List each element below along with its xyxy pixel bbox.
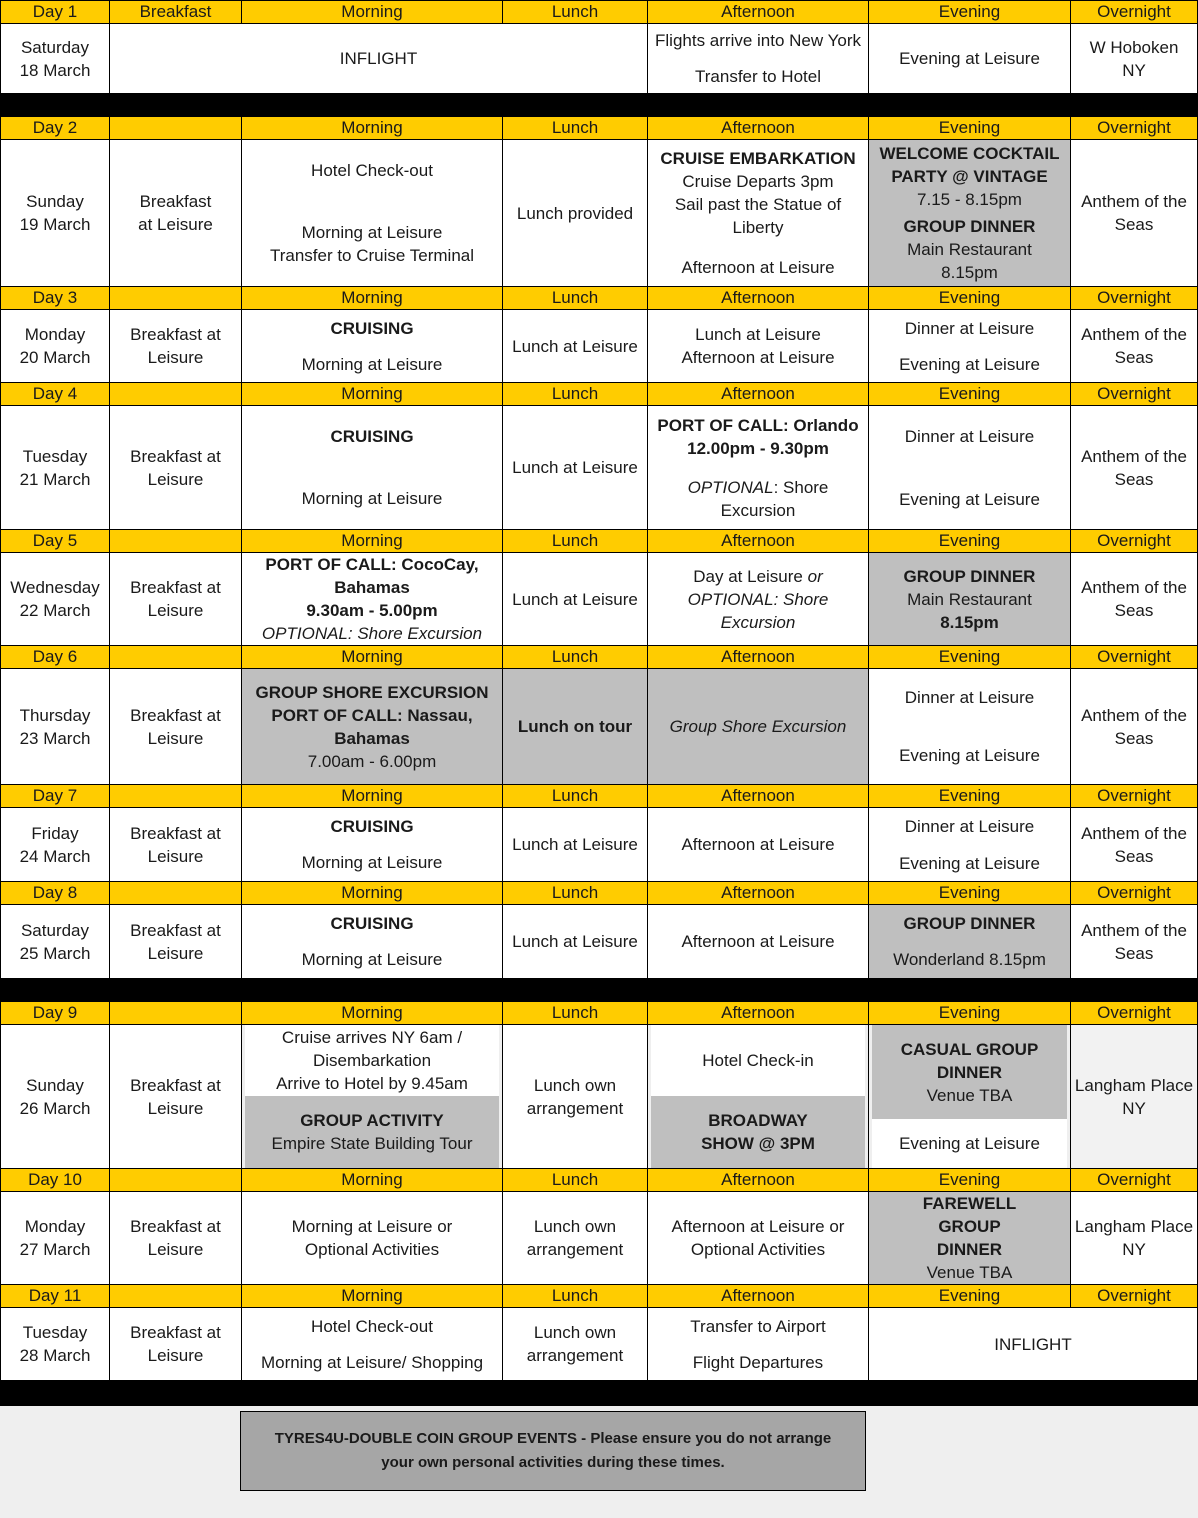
day-row: [1, 553, 1198, 646]
overnight-header: Overnight: [1071, 287, 1198, 310]
morning-cell: Hotel Check-out Morning at Leisure/ Shopping: [242, 1308, 503, 1381]
lunch-cell: Lunch at Leisure: [503, 808, 648, 882]
afternoon-cell: PORT OF CALL: Orlando 12.00pm - 9.30pm OPTIONAL: Shore Excursion: [648, 406, 869, 530]
day-label: Day 8: [1, 882, 110, 905]
day-row: [1, 406, 1198, 530]
overnight-cell: Anthem of the Seas: [1071, 310, 1198, 383]
breakfast-header: Breakfast: [110, 1, 242, 24]
evening-header: Evening: [869, 882, 1071, 905]
lunch-header: Lunch: [503, 785, 648, 808]
morning-cell: CRUISING Morning at Leisure: [242, 406, 503, 530]
overnight-cell: Anthem of the Seas: [1071, 669, 1198, 785]
day-header-row: [1, 785, 1198, 808]
day-header-row: [1, 646, 1198, 669]
lunch-cell: Lunch provided: [503, 140, 648, 287]
afternoon-header: Afternoon: [648, 785, 869, 808]
overnight-cell: W Hoboken NY: [1071, 24, 1198, 94]
evening-cell: Dinner at Leisure Evening at Leisure: [869, 406, 1071, 530]
breakfast-cell: Breakfast at Leisure: [110, 553, 242, 646]
day-row: [1, 669, 1198, 785]
evening-header: Evening: [869, 287, 1071, 310]
afternoon-cell: Afternoon at Leisure or Optional Activities: [648, 1192, 869, 1285]
overnight-header: Overnight: [1071, 530, 1198, 553]
evening-group-event-cell: GROUP DINNER Wonderland 8.15pm: [869, 905, 1071, 979]
day-header-row: [1, 1002, 1198, 1025]
evening-header: Evening: [869, 117, 1071, 140]
date-cell: Sunday 26 March: [1, 1025, 110, 1169]
day-row: [1, 24, 1198, 94]
afternoon-group-event-cell: Group Shore Excursion: [648, 669, 869, 785]
day-label: Day 7: [1, 785, 110, 808]
breakfast-cell: Breakfast at Leisure: [110, 406, 242, 530]
evening-group-event-cell: CASUAL GROUP DINNER Venue TBA: [872, 1025, 1067, 1119]
day-label: Day 2: [1, 117, 110, 140]
afternoon-cell: Day at Leisure or OPTIONAL: Shore Excursion: [648, 553, 869, 646]
morning-group-event-cell: GROUP SHORE EXCURSION PORT OF CALL: Nassau, Bahamas 7.00am - 6.00pm: [242, 669, 503, 785]
afternoon-header: Afternoon: [648, 383, 869, 406]
day-label: Day 6: [1, 646, 110, 669]
overnight-header: Overnight: [1071, 785, 1198, 808]
morning-header: Morning: [242, 1169, 503, 1192]
overnight-header: Overnight: [1071, 117, 1198, 140]
day-label: Day 11: [1, 1285, 110, 1308]
lunch-header: Lunch: [503, 117, 648, 140]
morning-header: Morning: [242, 117, 503, 140]
day-header-row: [1, 530, 1198, 553]
day-header-row: [1, 287, 1198, 310]
inflight-cell: INFLIGHT: [110, 24, 648, 94]
morning-header: Morning: [242, 785, 503, 808]
morning-cell: CRUISING Morning at Leisure: [242, 905, 503, 979]
overnight-cell: Anthem of the Seas: [1071, 553, 1198, 646]
lunch-header: Lunch: [503, 530, 648, 553]
date-cell: Thursday 23 March: [1, 669, 110, 785]
group-events-legend: TYRES4U-DOUBLE COIN GROUP EVENTS - Please ensure you do not arrange your own personal activities during these times.: [240, 1411, 866, 1491]
afternoon-cell: Hotel Check-in BROADWAY SHOW @ 3PM: [648, 1025, 869, 1169]
afternoon-cell: Transfer to Airport Flight Departures: [648, 1308, 869, 1381]
evening-cell: Dinner at Leisure Evening at Leisure: [869, 808, 1071, 882]
evening-header: Evening: [869, 383, 1071, 406]
lunch-cell: Lunch own arrangement: [503, 1025, 648, 1169]
day-header-row: [1, 117, 1198, 140]
lunch-header: Lunch: [503, 383, 648, 406]
afternoon-cell: CRUISE EMBARKATION Cruise Departs 3pm Sail past the Statue of Liberty Afternoon at Leisure: [648, 140, 869, 287]
day-header-row: [1, 1285, 1198, 1308]
morning-cell: CRUISING Morning at Leisure: [242, 310, 503, 383]
lunch-group-event-cell: Lunch on tour: [503, 669, 648, 785]
afternoon-header: Afternoon: [648, 287, 869, 310]
date-cell: Sunday 19 March: [1, 140, 110, 287]
morning-header: Morning: [242, 530, 503, 553]
lunch-cell: Lunch at Leisure: [503, 406, 648, 530]
lunch-header: Lunch: [503, 882, 648, 905]
evening-header: Evening: [869, 530, 1071, 553]
breakfast-cell: Breakfast at Leisure: [110, 1192, 242, 1285]
afternoon-cell: Afternoon at Leisure: [648, 808, 869, 882]
afternoon-cell: Lunch at Leisure Afternoon at Leisure: [648, 310, 869, 383]
breakfast-cell: Breakfast at Leisure: [110, 669, 242, 785]
lunch-cell: Lunch at Leisure: [503, 553, 648, 646]
day-row: [1, 808, 1198, 882]
day-label: Day 10: [1, 1169, 110, 1192]
date-cell: Monday 27 March: [1, 1192, 110, 1285]
breakfast-cell: Breakfast at Leisure: [110, 1308, 242, 1381]
overnight-cell: Anthem of the Seas: [1071, 406, 1198, 530]
evening-group-event-cell: WELCOME COCKTAIL PARTY @ VINTAGE 7.15 - 8.15pm GROUP DINNER Main Restaurant 8.15pm: [869, 140, 1071, 287]
overnight-header: Overnight: [1071, 882, 1198, 905]
afternoon-header: Afternoon: [648, 1285, 869, 1308]
morning-header: Morning: [242, 1002, 503, 1025]
evening-header: Evening: [869, 1169, 1071, 1192]
lunch-header: Lunch: [503, 646, 648, 669]
afternoon-header: Afternoon: [648, 1, 869, 24]
overnight-cell: Anthem of the Seas: [1071, 905, 1198, 979]
day-header-row: [1, 882, 1198, 905]
date-cell: Tuesday 28 March: [1, 1308, 110, 1381]
day-row: [1, 905, 1198, 979]
day-row: [1, 140, 1198, 287]
overnight-header: Overnight: [1071, 1285, 1198, 1308]
lunch-header: Lunch: [503, 1002, 648, 1025]
lunch-header: Lunch: [503, 1, 648, 24]
afternoon-cell: Afternoon at Leisure: [648, 905, 869, 979]
lunch-cell: Lunch at Leisure: [503, 905, 648, 979]
day-row: [1, 1308, 1198, 1381]
morning-header: Morning: [242, 1, 503, 24]
afternoon-header: Afternoon: [648, 882, 869, 905]
morning-header: Morning: [242, 287, 503, 310]
day-header-row: [1, 383, 1198, 406]
evening-group-event-cell: FAREWELL GROUP DINNER Venue TBA: [869, 1192, 1071, 1285]
day-label: Day 9: [1, 1002, 110, 1025]
inflight-cell: INFLIGHT: [869, 1308, 1198, 1381]
day-row: [1, 1025, 1198, 1169]
evening-cell: CASUAL GROUP DINNER Venue TBA Evening at Leisure: [869, 1025, 1071, 1169]
evening-header: Evening: [869, 1285, 1071, 1308]
morning-cell: CRUISING Morning at Leisure: [242, 808, 503, 882]
day-header-row: [1, 1, 1198, 24]
overnight-header: Overnight: [1071, 1002, 1198, 1025]
separator-bar: [1, 94, 1198, 117]
morning-group-event-cell: GROUP ACTIVITY Empire State Building Tour: [245, 1096, 499, 1168]
evening-cell: Dinner at Leisure Evening at Leisure: [869, 310, 1071, 383]
evening-cell: Evening at Leisure: [869, 24, 1071, 94]
breakfast-cell: Breakfast at Leisure: [110, 140, 242, 287]
morning-header: Morning: [242, 383, 503, 406]
lunch-cell: Lunch at Leisure: [503, 310, 648, 383]
morning-header: Morning: [242, 1285, 503, 1308]
separator-bar: [1, 1381, 1198, 1406]
overnight-header: Overnight: [1071, 1169, 1198, 1192]
afternoon-header: Afternoon: [648, 530, 869, 553]
date-cell: Friday 24 March: [1, 808, 110, 882]
lunch-header: Lunch: [503, 287, 648, 310]
day-row: [1, 1192, 1198, 1285]
evening-header: Evening: [869, 1, 1071, 24]
overnight-cell: Langham Place NY: [1071, 1025, 1198, 1169]
separator-bar: [1, 979, 1198, 1002]
lunch-header: Lunch: [503, 1285, 648, 1308]
day-label: Day 4: [1, 383, 110, 406]
breakfast-cell: Breakfast at Leisure: [110, 905, 242, 979]
morning-cell: Morning at Leisure or Optional Activities: [242, 1192, 503, 1285]
date-cell: Wednesday 22 March: [1, 553, 110, 646]
lunch-cell: Lunch own arrangement: [503, 1192, 648, 1285]
overnight-header: Overnight: [1071, 383, 1198, 406]
overnight-cell: Anthem of the Seas: [1071, 808, 1198, 882]
morning-header: Morning: [242, 646, 503, 669]
overnight-header: Overnight: [1071, 646, 1198, 669]
afternoon-group-event-cell: BROADWAY SHOW @ 3PM: [651, 1096, 865, 1168]
evening-header: Evening: [869, 785, 1071, 808]
lunch-header: Lunch: [503, 1169, 648, 1192]
evening-header: Evening: [869, 646, 1071, 669]
evening-group-event-cell: GROUP DINNER Main Restaurant 8.15pm: [869, 553, 1071, 646]
afternoon-cell: Flights arrive into New York Transfer to Hotel: [648, 24, 869, 94]
evening-header: Evening: [869, 1002, 1071, 1025]
breakfast-cell: Breakfast at Leisure: [110, 808, 242, 882]
overnight-header: Overnight: [1071, 1, 1198, 24]
breakfast-cell: Breakfast at Leisure: [110, 1025, 242, 1169]
afternoon-header: Afternoon: [648, 646, 869, 669]
morning-cell: Cruise arrives NY 6am / Disembarkation Arrive to Hotel by 9.45am GROUP ACTIVITY Empire State Building Tour: [242, 1025, 503, 1169]
day-label: Day 5: [1, 530, 110, 553]
day-header-row: [1, 1169, 1198, 1192]
date-cell: Monday 20 March: [1, 310, 110, 383]
breakfast-cell: Breakfast at Leisure: [110, 310, 242, 383]
afternoon-header: Afternoon: [648, 117, 869, 140]
day-row: [1, 310, 1198, 383]
morning-header: Morning: [242, 882, 503, 905]
day-label: Day 3: [1, 287, 110, 310]
afternoon-header: Afternoon: [648, 1002, 869, 1025]
overnight-cell: Anthem of the Seas: [1071, 140, 1198, 287]
date-cell: Saturday 18 March: [1, 24, 110, 94]
date-cell: Saturday 25 March: [1, 905, 110, 979]
morning-cell: PORT OF CALL: CocoCay, Bahamas 9.30am - 5.00pm OPTIONAL: Shore Excursion: [242, 553, 503, 646]
overnight-cell: Langham Place NY: [1071, 1192, 1198, 1285]
evening-cell: Dinner at Leisure Evening at Leisure: [869, 669, 1071, 785]
date-cell: Tuesday 21 March: [1, 406, 110, 530]
day-label: Day 1: [1, 1, 110, 24]
lunch-cell: Lunch own arrangement: [503, 1308, 648, 1381]
afternoon-header: Afternoon: [648, 1169, 869, 1192]
morning-cell: Hotel Check-out Morning at Leisure Transfer to Cruise Terminal: [242, 140, 503, 287]
